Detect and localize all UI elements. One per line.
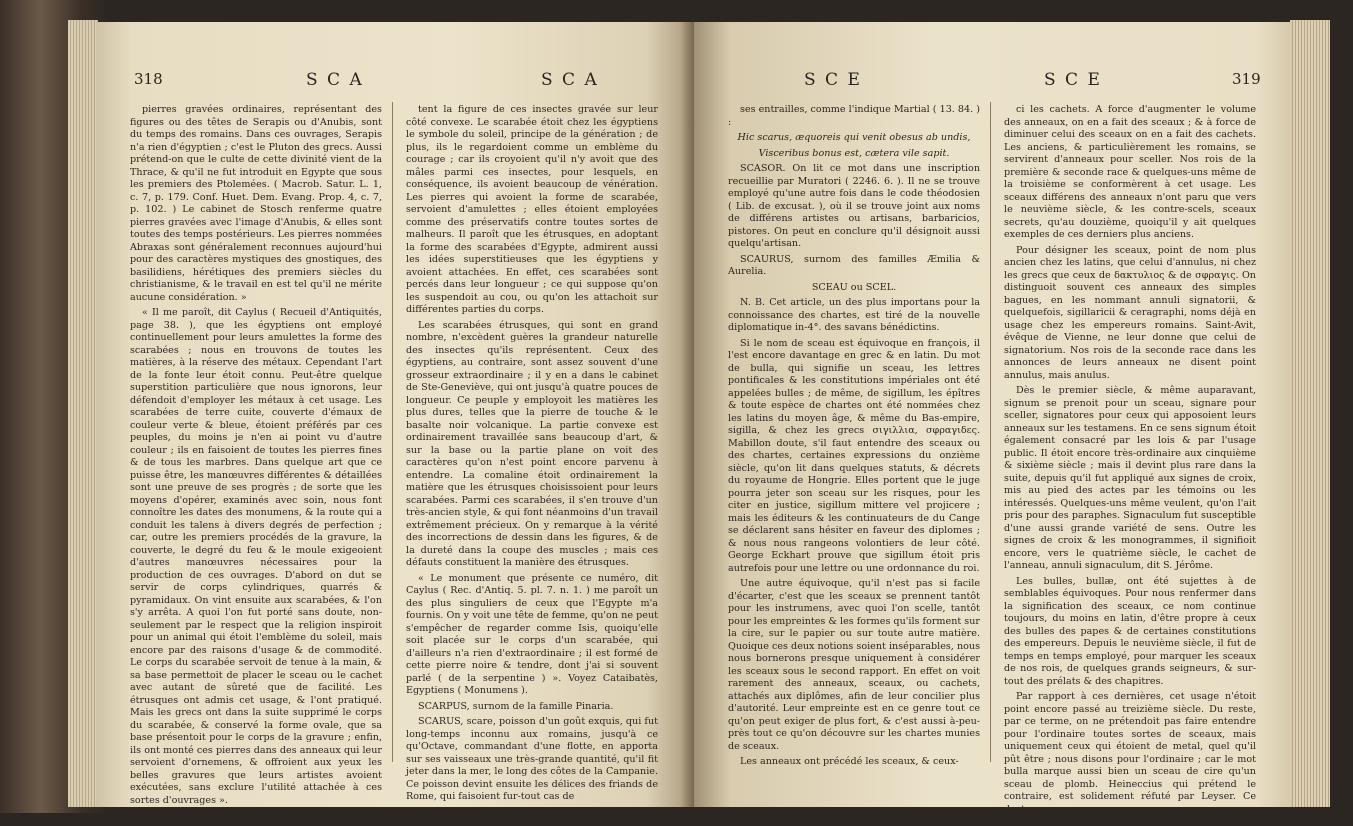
paragraph: Une autre équivoque, qu'il n'est pas si facile d'écarter, c'est que les sceaux se prennent tantôt pour les instrumens, avec quoi l'on scelle, tantôt pour les empreintes & les formes qu'ils forment sur la cire, sur le papier ou sur toute autre matière. Quoique ces deux notions soient inséparables, nous nous bornerons presque uniquement à considérer les sceaux sous le second rapport. En effet on voit rarement des anneaux, sceaux, ou cachets, attachés aux diplômes, afin de leur concilier plus d'autorité. Leur empreinte est en ce genre tout ce qu'on peut exiger de plus fort, & c'est aussi à-peu-près tout ce qu'on découvre sur les chartes munies de sceaux. — [728, 578, 980, 752]
left-column-1 — [130, 104, 382, 826]
entry-scaurus: SCAURUS, surnom des familles Æmilia & Aurelia. — [728, 253, 980, 277]
right-column-2 — [1004, 104, 1256, 819]
paragraph: Les scarabées étrusques, qui sont en grand nombre, n'excèdent guères la grandeur naturelle des insectes qu'ils représentent. Ceux des égyptiens, au contraire, sont assez souvent d'une grosseur extraordinaire ; il y en a dans le cabinet de Ste-Geneviève, qui ont jusqu'à quatre pouces de longueur. Ce peuple y employoit les matières les plus dures, telles que la pierre de touche & le basalte noir volcanique. La partie convexe est ordinairement travaillée sans beaucoup d'art, & sur la base ou la partie plane on voit des caractères qu'on n'est point encore parvenu à entendre. La comaline étoit ordinairement la matière que les étrusques choisissoient pour leurs scarabées. Parmi ces scarabées, il s'en trouve d'un très-ancien style, & qui font néanmoins d'un travail extrêmement précieux. On y remarque à la vérité des incorrections de dessin dans les figures, & de la dureté dans la coupe des muscles ; mais ces défauts constituent la manière des étrusques. — [406, 319, 658, 568]
verse-line: Visceribus bonus est, cætera vile sapit. — [758, 147, 950, 159]
paragraph: « Il me paroît, dit Caylus ( Recueil d'Antiquités, page 38. ), que les égyptiens ont employé continuellement pour leurs amulettes la forme des scarabées ; nous en trouvons de toutes les matières, à la réserve des métaux. Cependant l'art de la fonte leur étoit connu. Peut-être quelque superstition particulière que nous ignorons, leur défendoit d'employer les métaux à cet usage. Les scarabées de terre cuite, couverte d'émaux de couleur verte & bleue, étoient préférés par ces peuples, du moins je n'en ai point vu d'autre couleur ; ils en faisoient de toutes les pierres fines & de tous les marbres. Dans quelque art que ce puisse être, les manœuvres différentes & détaillées sont une preuve de ses progrès ; de sorte que les moyens d'opérer, examinés avec soin, nous font connoître les dates des monumens, & la route qui a conduit les talens à divers degrés de perfection ; car, outre les premiers procédés de la gravure, la couverte, le degré du feu & le moule exigeoient d'autres manœuvres nécessaires pour la production de ces ouvrages. D'abord on dut se servir de corps cylindriques, quarrés & pyramidaux. On vint ensuite aux scarabées, & l'on s'y arrêta. A quoi l'on fut porté sans doute, non-seulement par le respect que la religion inspiroit pour un animal qui étoit l'emblème du soleil, mais encore par des raisons d'usage & de commodité. Le corps du scarabée servoit de tenue à la main, & sa base permettoit de placer le sceau ou le cachet avec autant de sûreté que de facilité. Les étrusques ont admis cet usage, & l'ont pratiqué. Mais les grecs ont dans la suite supprimé le corps du scarabée, & conservé la forme ovale, que sa base présentoit pour le corps de la gravure ; enfin, ils ont monté ces pierres dans des anneaux qui leur servoient d'ornemens, & offroient aux yeux les belles gravures que leurs artistes avoient exécutées, sans exclure l'utilité attachée à ces sortes d'ouvrages ». — [130, 307, 382, 806]
paragraph: ci les cachets. A force d'augmenter le volume des anneaux, on en a fait des sceaux ; & à force de diminuer celui des sceaux on en a fait des cachets. Les anciens, & particulièrement les romains, se servirent d'anneaux pour sceller. Nos rois de la première & seconde race & quelques-uns même de la troisième se conformèrent à cet usage. Les sceaux différens des anneaux n'ont paru que vers le neuvième siècle, & les contre-scels, sceaux secrets, qu'au douzième, quoiqu'il y ait quelques exemples de ces derniers plus anciens. — [1004, 104, 1256, 240]
right-running-head: S C E — [1044, 70, 1102, 90]
paragraph: « Le monument que présente ce numéro, dit Caylus ( Rec. d'Antiq. 5. pl. 7. n. 1. ) me paroît un des plus singuliers de ceux que l'Egypte m'a fournis. On y voit une tête de femme, qu'on ne peut s'empêcher de regarder comme Isis, quoiqu'elle soit placée sur le corps d'un scarabée, qui d'ailleurs n'a rien d'extraordinaire ; il est formé de cette pierre noire & tendre, dont j'ai si souvent parlé ( de la serpentine ) ». Voyez Cataibatès, Egyptiens ( Monumens ). — [406, 572, 658, 696]
left-running-head-col2: S C A — [541, 70, 599, 90]
article-heading: SCEAU ou SCEL. — [811, 281, 897, 293]
right-column-1 — [728, 104, 980, 772]
right-page-edges — [1290, 20, 1330, 807]
paragraph: Pour désigner les sceaux, point de nom plus ancien chez les latins, que celui d'annulus, ni chez les grecs que ceux de δακτυλιος & de σφραγις. On distinguoit souvent ces anneaux des simples bagues, en les nommant annuli signatorii, & quelquefois, sigillaricii & ceragraphi, noms déjà en usage chez les empereurs romains. Saint-Avit, évêque de Vienne, ne leur donne que celui de signatorium. Nos rois de la seconde race dans les annonces de leurs anneaux ne disent point annulus, mais anulus. — [1004, 244, 1256, 381]
right-page — [694, 22, 1292, 815]
paragraph: ses entrailles, comme l'indique Martial ( 13. 84. ) : — [728, 104, 980, 128]
left-running-head: S C A — [306, 70, 364, 90]
paragraph: La plupart des pierres gravées étrusques por- — [142, 810, 366, 821]
paragraph: Dès le premier siècle, & même auparavant, signum se prenoit pour un sceau, signare pour sceller, signatores pour ceux qui apposoient leurs anneaux sur les testamens. En ce sens signum étoit également consacré par les lois & par l'usage public. Il étoit encore très-ordinaire aux cinquième & sixième siècle ; mais il devint plus rare dans la suite, depuis qu'il fut appliqué aux signes de croix, mis au pied des actes par les témoins ou les intéressés. Quelques-uns même veulent, qu'on l'ait pris pour des paraphes. Signaculum fut susceptible d'une aussi grande variété de sens. Outre les signes de croix & les monogrammes, il signifioit encore, vers le quatrième siècle, le cachet de l'anneau, annuli signaculum, dit S. Jérôme. — [1004, 385, 1256, 571]
verse-line: Hic scarus, æquoreis qui venit obesus ab undis, — [737, 132, 971, 143]
paragraph: N. B. Cet article, un des plus importans pour la connoissance des chartes, est tiré de la nouvelle diplomatique in-4°. des savans bénédictins. — [728, 297, 980, 333]
paragraph: tent la figure de ces insectes gravée sur leur côté convexe. Le scarabée étoit chez les égyptiens le symbole du soleil, principe de la génération ; de plus, ils le regardoient comme un emblème du courage ; car ils croyoient qu'il n'y avoit que des mâles parmi ces insectes, pour lesquels, en conséquence, ils avoient beaucoup de vénération. Les pierres qui avoient la forme de scarabée, servoient d'amulettes ; elles étoient employées comme des préservatifs contre toutes sortes de malheurs. Il paroît que les étrusques, en adoptant la forme des scarabées d'Egypte, admirent aussi les idées superstitieuses que les égyptiens y avoient attachées. En effet, ces scarabées sont percés dans leur longueur ; ce qui suppose qu'on les suspendoit au cou, ou qu'on les attachoit sur différentes parties du corps. — [406, 104, 658, 315]
entry-scasor: SCASOR. On lit ce mot dans une inscription recueillie par Muratori ( 2246. 6. ). Il ne se trouve employé qu'une autre fois dans le code théodosien ( Lib. de excusat. ), où il se trouve joint aux noms de différens artistes ou artisans, barbaricios, pistores. On peut en conclure qu'il désignoit aussi quelqu'artisan. — [728, 163, 980, 249]
right-running-head-col1: S C E — [804, 70, 862, 90]
paragraph: Les anneaux ont précédé les sceaux, & ceux- — [740, 756, 959, 767]
entry-scarus: SCARUS, scare, poisson d'un goût exquis, qui fut long-temps inconnu aux romains, jusqu'à ce qu'Octave, commandant d'une flotte, en apporta sur ses vaisseaux une très-grande quantité, qu'il fit jeter dans la mer, le long des côtes de la Campanie. Ce poisson devint ensuite les délices des friands de Rome, qui faisoient fur-tout cas de — [406, 716, 658, 802]
paragraph: Par rapport à ces dernières, cet usage n'étoit point encore passé au treizième siècle. Du reste, par ce terme, on ne prétendoit pas faire entendre pour l'ordinaire toutes sortes de sceaux, mais uniquement ceux qui étoient de metal, quel qu'il pût être ; nous disons pour l'ordinaire ; car le mot bulla marque aussi bien un sceau de cire qu'un sceau de plomb. Heineccius qui prétend le contraire, est solidement réfuté par Leyser. Ce docte — [1004, 691, 1256, 815]
paragraph: Si le nom de sceau est équivoque en françois, il l'est encore davantage en grec & en latin. Du mot de bulla, qui signifie un sceau, les lettres pontificales & les constitutions impériales ont été appelées bulles ; de même, de sigillum, les épîtres & toute espèce de chartes ont été nommées chez les latins du moyen âge, & même du Bas-empire, sigilla, & chez les grecs σιγιλλια, σφραγιδες. Mabillon doute, s'il faut entendre des sceaux ou des chartes, certaines expressions du onzième siècle, qu'on lit dans quelques statuts, & décrets du royaume de Hongrie. Elles portent que le juge pourra jeter son sceau sur les risques, pour les citer en justice, sigillum mittere vel projicere ; mais les éditeurs & les continuateurs de du Cange se déclarent sans hésiter en faveur des diplomes ; & nous nous rangeons volontiers de leur côté. George Eckhart prouve que sigillum étoit pris autrefois pour une lettre ou une ordonnance du roi. — [728, 337, 980, 574]
column-rule — [392, 102, 393, 762]
right-page-number: 319 — [1232, 70, 1261, 88]
left-page — [96, 22, 694, 821]
left-page-edges — [68, 20, 98, 807]
entry-scarpus: SCARPUS, surnom de la famille Pinaria. — [418, 700, 614, 712]
column-rule — [990, 102, 991, 762]
left-column-2 — [406, 104, 658, 807]
paragraph: Les bulles, bullæ, ont été sujettes à de semblables équivoques. Pour nous renfermer dans la signification des sceaux, ce nom continue toujours, du moins en latin, d'être propre à ceux des bulles des papes & de certaines constitutions des empereurs. Depuis le neuvième siècle, il fut de temps en temps employé, pour marquer les sceaux de nos rois, de quelques grands seigneurs, & sur-tout des prélats & des chapitres. — [1004, 575, 1256, 687]
left-page-number: 318 — [134, 70, 163, 88]
paragraph: pierres gravées ordinaires, représentant des figures ou des têtes de Serapis ou d'Anubis, sont du temps des romains. Dans ces ouvrages, Serapis n'a rien d'égyptien ; c'est le Pluton des grecs. Aussi prétend-on que le culte de cette divinité vient de la Thrace, & qu'il ne fut introduit en Egypte que sous les premiers des Ptolemées. ( Macrob. Satur. L. 1, c. 7, p. 179. Conf. Huet. Dem. Evang. Prop. 4, c. 7, p. 102. ) Le cabinet de Stosch renferme quatre pierres gravées avec l'image d'Anubis, & elles sont toutes des temps postérieurs. Les pierres nommées Abraxas sont généralement reconnues aujourd'hui pour des caractères mystiques des gnostiques, des basilidiens, hérétiques des premiers siècles du christianisme, & le travail en est tel qu'il ne mérite aucune considération. » — [130, 104, 382, 303]
